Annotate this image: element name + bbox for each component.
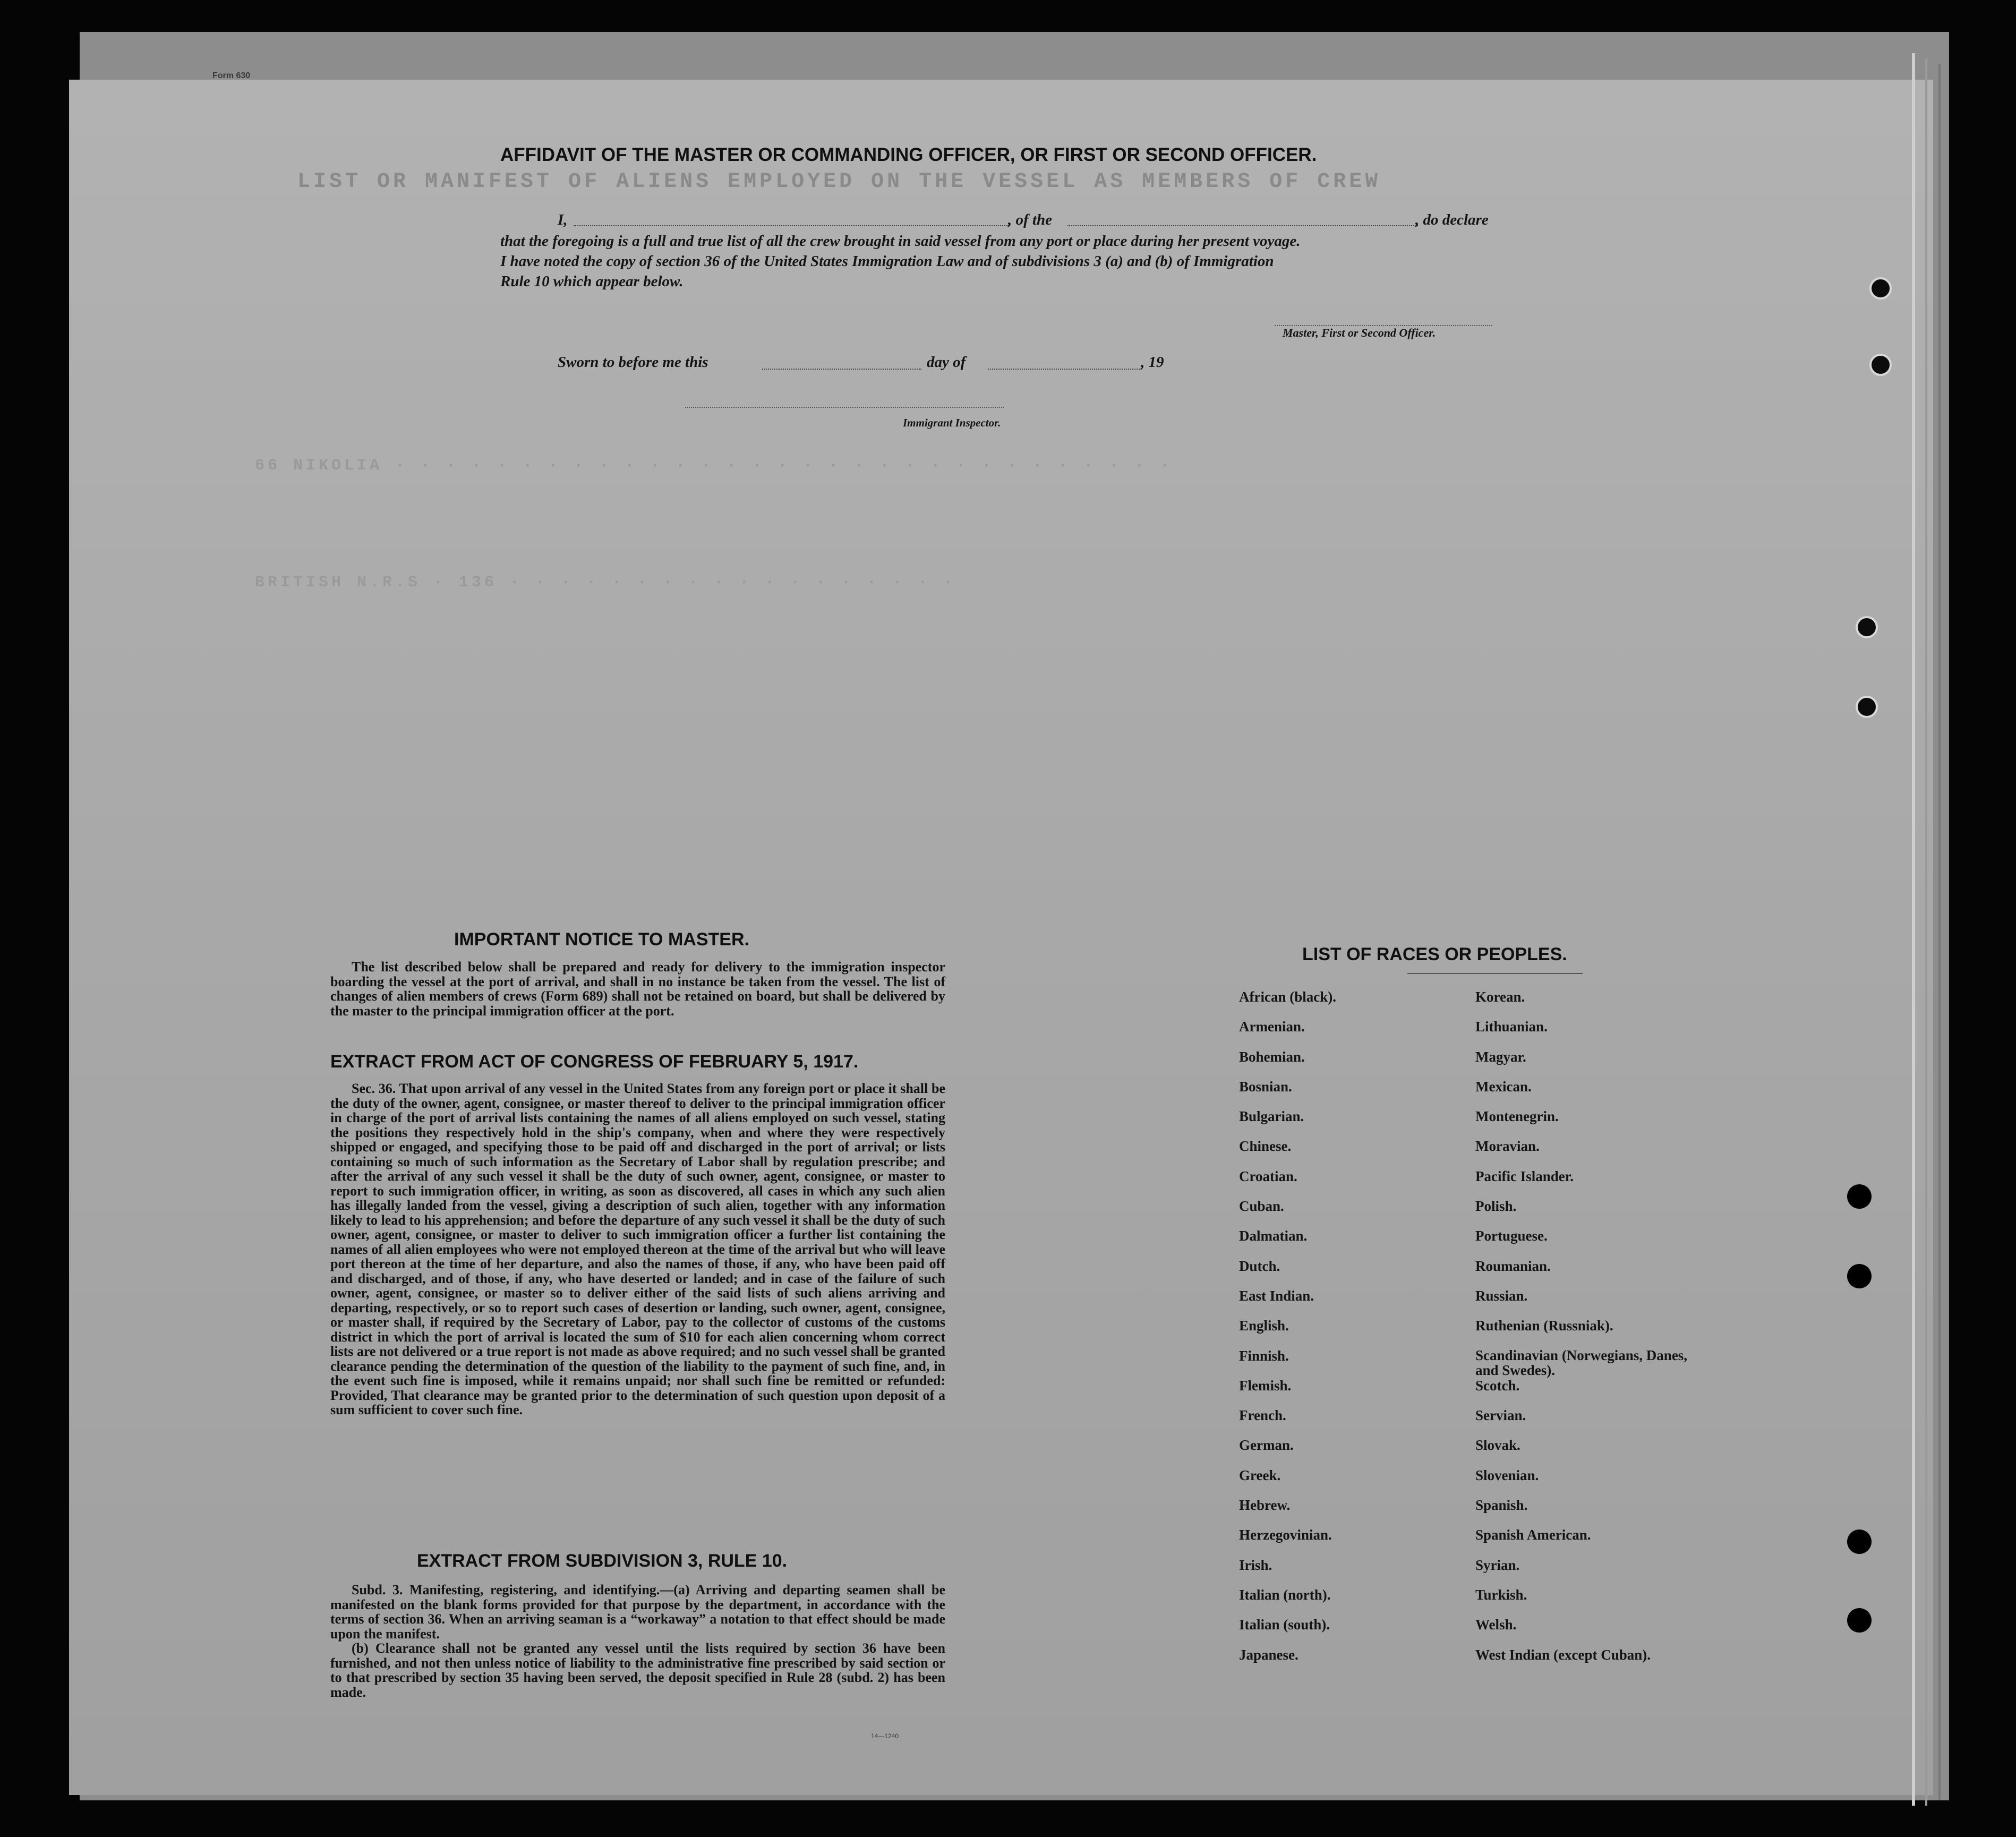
- race-item: Polish.: [1475, 1198, 1517, 1215]
- race-item: Chinese.: [1239, 1138, 1292, 1155]
- race-item: Scotch.: [1475, 1377, 1520, 1394]
- master-signature-label: Master, First or Second Officer.: [1283, 326, 1436, 339]
- race-item: Flemish.: [1239, 1377, 1292, 1394]
- race-item: Korean.: [1475, 989, 1525, 1005]
- races-title-rule: [1407, 973, 1583, 974]
- affidavit-title: AFFIDAVIT OF THE MASTER OR COMMANDING OFFICER, OR FIRST OR SECOND OFFICER.: [500, 144, 1317, 165]
- print-code: 14—1240: [871, 1732, 899, 1740]
- races-left-column: [1239, 989, 1336, 1677]
- race-item: Pacific Islander.: [1475, 1168, 1574, 1184]
- sworn-before-label: Sworn to before me this: [558, 354, 708, 371]
- race-item: Spanish.: [1475, 1497, 1528, 1514]
- rule-subdivision-a: Subd. 3. Manifesting, registering, and identifying.—(a) Arriving and departing seamen shall be manifested on the blank forms provided for that purpose by the department, in accordance with the terms of section 36. When an arriving seaman is a “workaway” a notation to that effect should be made upon the manifest.: [330, 1582, 945, 1642]
- race-item: Bulgarian.: [1239, 1108, 1304, 1125]
- race-item: Magyar.: [1475, 1048, 1526, 1065]
- race-item: German.: [1239, 1437, 1294, 1454]
- vessel-name-field[interactable]: [1067, 225, 1418, 226]
- race-item: English.: [1239, 1318, 1289, 1334]
- punch-dot: [1847, 1608, 1872, 1633]
- race-item: Montenegrin.: [1475, 1108, 1559, 1125]
- race-item: Portuguese.: [1475, 1228, 1548, 1244]
- race-item: Russian.: [1475, 1287, 1528, 1304]
- race-item: Moravian.: [1475, 1138, 1540, 1155]
- race-item: Hebrew.: [1239, 1497, 1291, 1514]
- race-item: Roumanian.: [1475, 1258, 1551, 1274]
- race-item: Syrian.: [1475, 1557, 1520, 1573]
- race-item: Slovak.: [1475, 1437, 1520, 1454]
- punch-dot: [1847, 1264, 1872, 1288]
- race-item: Dalmatian.: [1239, 1228, 1308, 1244]
- act-extract-text: [330, 1081, 945, 1417]
- race-item: Dutch.: [1239, 1258, 1280, 1274]
- notice-paragraph: The list described below shall be prepared and ready for delivery to the immigration inspector boarding the vessel at the port of arrival, and shall in no instance be taken from the vessel. The list of changes of alien members of crews (Form 689) shall not be retained on board, but shall be delivered by the master to the principal immigration officer at the port.: [330, 959, 945, 1019]
- day-of-label: day of: [927, 354, 966, 371]
- race-item: Croatian.: [1239, 1168, 1297, 1184]
- race-item: Armenian.: [1239, 1019, 1305, 1035]
- year-label: , 19: [1141, 354, 1164, 371]
- race-item: Turkish.: [1475, 1586, 1527, 1603]
- race-item: Scandinavian (Norwegians, Danes, and Swedes).: [1475, 1347, 1688, 1378]
- race-item: Servian.: [1475, 1407, 1526, 1424]
- race-item: Finnish.: [1239, 1347, 1289, 1364]
- affidavit-I-label: I,: [558, 211, 568, 228]
- race-item: Ruthenian (Russniak).: [1475, 1318, 1613, 1334]
- races-right-column: [1475, 989, 1688, 1677]
- punch-dot: [1847, 1530, 1872, 1554]
- race-item: Italian (south).: [1239, 1617, 1330, 1633]
- binder-hole: [1856, 696, 1878, 718]
- act-extract-title: EXTRACT FROM ACT OF CONGRESS OF FEBRUARY 5, 1917.: [330, 1052, 859, 1072]
- sworn-month-field[interactable]: [988, 369, 1142, 370]
- bleed-through-row: 66 NIKOLIA · · · · · · · · · · · · · · · · · · · · · · · · · · · · · · ·: [255, 457, 1173, 475]
- notice-title: IMPORTANT NOTICE TO MASTER.: [454, 929, 749, 950]
- act-section-36-paragraph: Sec. 36. That upon arrival of any vessel in the United States from any foreign port or place it shall be the duty of the owner, agent, consignee, or master thereof to deliver to the principal immigration officer in charge of the port of arrival lists containing the names of all aliens employed on such vessel, stating the positions they respectively hold in the ship's company, when and where they were respectively shipped or engaged, and specifying those to be paid off and discharged in the port of arrival; or lists containing so much of such information as the Secretary of Labor shall by regulation prescribe; and after the arrival of any such vessel it shall be the duty of such owner, agent, consignee, or master to report to such immigration officer, in writing, as soon as discovered, all cases in which any such alien has illegally landed from the vessel, giving a description of such alien, together with any information likely to lead to his apprehension; and before the departure of any such vessel it shall be the duty of such owner, agent, consignee, or master to deliver to such immigration officer a further list containing the names of all alien employees who were not employed thereon at the time of the arrival but who will leave port thereon at the time of her departure, and also the names of those, if any, who have been paid off and discharged, and of those, if any, who have deserted or landed; and in case of the failure of such owner, agent, consignee, or master so to deliver either of the said lists of such aliens arriving and departing, respectively, or so to report such cases of desertion or landing, such owner, agent, consignee, or master shall, if required by the Secretary of Labor, pay to the collector of customs of the customs district in which the port of arrival is located the sum of $10 for each alien concerning whom correct lists are not delivered or a true report is not made as above required; and no such vessel shall be granted clearance pending the determination of the question of the liability to the payment of such fine, and, in the event such fine is imposed, while it remains unpaid; nor shall such fine be remitted or refunded: Provided, That clearance may be granted prior to the determination of such question upon deposit of a sum sufficient to cover such fine.: [330, 1081, 945, 1417]
- sworn-day-field[interactable]: [762, 369, 921, 370]
- punch-dot: [1847, 1184, 1872, 1209]
- race-item: West Indian (except Cuban).: [1475, 1646, 1651, 1663]
- race-item: Japanese.: [1239, 1646, 1299, 1663]
- form-number: Form 630: [212, 71, 251, 80]
- inspector-signature-line[interactable]: [685, 407, 1004, 408]
- races-title: LIST OF RACES OR PEOPLES.: [1302, 944, 1567, 964]
- race-item: Slovenian.: [1475, 1467, 1539, 1483]
- race-item: Lithuanian.: [1475, 1019, 1548, 1035]
- binder-hole: [1856, 616, 1878, 638]
- inspector-label: Immigrant Inspector.: [903, 416, 1001, 429]
- affiant-name-field[interactable]: [574, 225, 1009, 226]
- race-item: Spanish American.: [1475, 1527, 1591, 1543]
- bleed-through-header: LIST OR MANIFEST OF ALIENS EMPLOYED ON THE VESSEL AS MEMBERS OF CREW: [297, 170, 1381, 194]
- race-item: Irish.: [1239, 1557, 1272, 1573]
- rule-extract-title: EXTRACT FROM SUBDIVISION 3, RULE 10.: [417, 1551, 788, 1571]
- rule-subdivision-b: (b) Clearance shall not be granted any vessel until the lists required by section 36 have been furnished, and not then unless notice of liability to the administrative fine prescribed by said section or to that prescribed by section 35 having been served, the deposit specified in Rule 28 (subd. 2) has been made.: [330, 1641, 945, 1700]
- race-item: Bohemian.: [1239, 1048, 1305, 1065]
- binder-hole: [1869, 277, 1892, 300]
- affidavit-line-2: that the foregoing is a full and true list of all the crew brought in said vessel from any port or place during her present voyage.: [500, 233, 1301, 250]
- race-item: French.: [1239, 1407, 1286, 1424]
- race-item: Greek.: [1239, 1467, 1281, 1483]
- bleed-through-row: BRITISH N.R.S · 136 · · · · · · · · · · · · · · · · · ·: [255, 574, 956, 592]
- affidavit-declare-label: , do declare: [1415, 211, 1489, 228]
- race-item: Italian (north).: [1239, 1586, 1331, 1603]
- race-item: Herzegovinian.: [1239, 1527, 1332, 1543]
- rule-extract-text: [330, 1583, 945, 1699]
- race-item: Bosnian.: [1239, 1078, 1292, 1095]
- binder-hole: [1869, 354, 1892, 376]
- page-edge: [1938, 64, 1941, 1800]
- race-item: East Indian.: [1239, 1287, 1314, 1304]
- page-edge: [1912, 53, 1915, 1806]
- notice-text: [330, 960, 945, 1018]
- race-item: African (black).: [1239, 989, 1336, 1005]
- race-item: Mexican.: [1475, 1078, 1532, 1095]
- affidavit-of-the-label: , of the: [1008, 211, 1052, 228]
- race-item: Welsh.: [1475, 1617, 1517, 1633]
- affidavit-line-4: Rule 10 which appear below.: [500, 273, 684, 290]
- affidavit-line-3: I have noted the copy of section 36 of the United States Immigration Law and of subdivisions 3 (a) and (b) of Immigration: [500, 253, 1274, 270]
- page-edge: [1925, 58, 1927, 1806]
- race-item: Cuban.: [1239, 1198, 1284, 1215]
